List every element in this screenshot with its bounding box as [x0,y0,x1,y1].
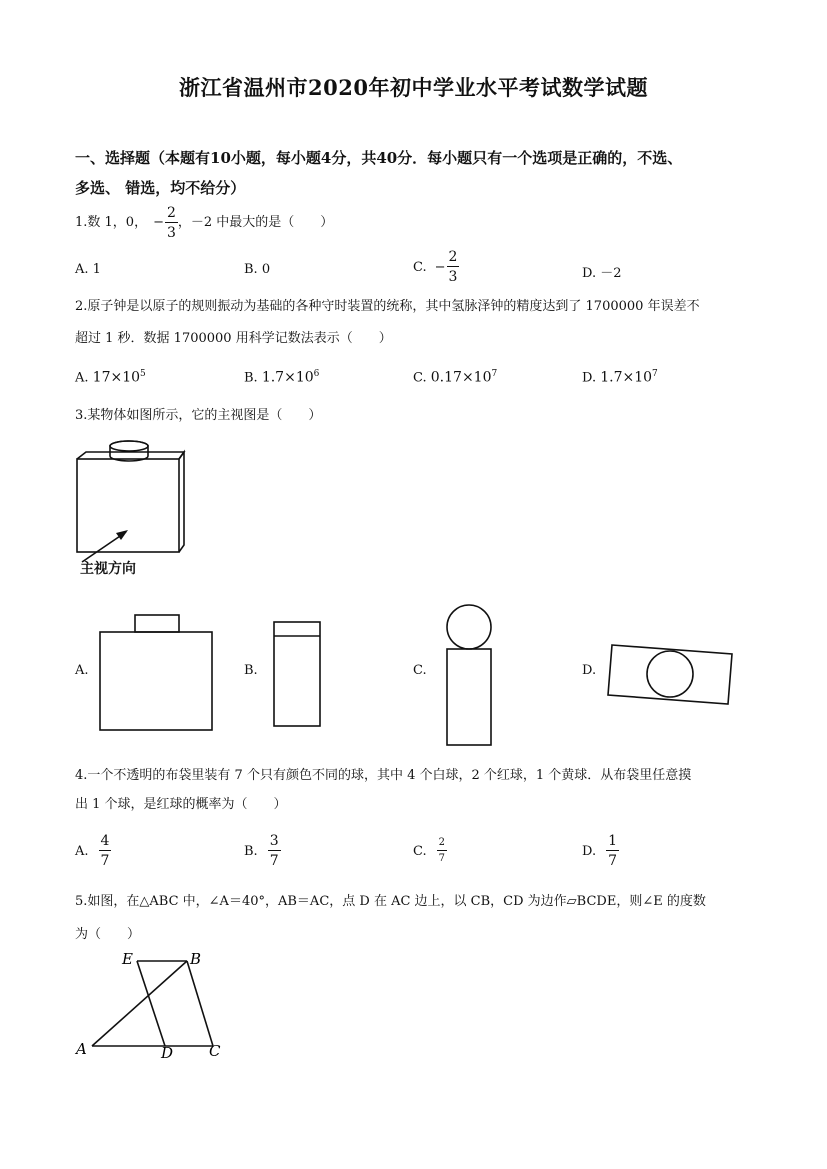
q3-option-d-label[interactable]: D. [582,663,597,678]
q4-option-c-num: 2 [437,838,447,851]
q1-option-a-value: 1 [92,262,101,277]
q1-option-c-label: C. [413,259,427,275]
q4-option-b[interactable] [244,834,281,868]
q2-option-a[interactable] [75,369,146,385]
q2-option-c-base: 0.17×10 [430,369,492,386]
q2-option-b-label: B. [244,370,258,386]
q5-label-a: A [76,1040,87,1058]
q4-option-c[interactable] [413,838,447,864]
q2-option-a-label: A. [75,370,89,386]
q5-label-c: C [209,1042,221,1060]
q1-option-b[interactable] [244,262,270,277]
q1-option-d-value: －2 [600,266,622,281]
q2-option-a-exp: 5 [140,369,146,379]
q2-option-b-base: 1.7×10 [261,369,314,386]
q2-option-c-exp: 7 [491,369,498,379]
q1-neg-sign: − [153,215,164,230]
q4-option-b-label: B. [244,843,258,859]
q1-option-c-num: 2 [448,249,458,265]
q3-option-d-figure[interactable] [604,640,740,710]
q2-option-b-exp: 6 [313,369,320,379]
q4-option-d[interactable] [582,834,619,868]
q1-frac-den: 3 [166,225,176,241]
q3-object-figure [70,438,200,578]
question-2-line2: 超过 1 秒．数据 1700000 用科学记数法表示（ ） [75,331,392,346]
question-3: 3.某物体如图所示，它的主视图是（ ） [75,408,322,423]
question-2-line1: 2.原子钟是以原子的规则振动为基础的各种守时装置的统称，其中氢脉泽钟的精度达到了 1700000 年误差不 [75,299,700,314]
q1-suffix: ，－2 中最大的是（ ） [177,215,334,230]
q3-option-c-label[interactable]: C. [413,663,427,678]
q4-option-c-fraction [437,838,447,864]
q1-option-c-neg: − [434,259,446,275]
q2-option-c-label: C. [413,370,427,386]
q1-option-b-value: 0 [261,262,271,277]
page-title: 浙江省温州市2020年初中学业水平考试数学试题 [179,75,648,100]
q4-option-a-label: A. [75,843,89,859]
q2-option-d[interactable] [582,369,658,385]
section-heading-line1: 一、选择题（本题有10小题，每小题4分，共40分．每小题只有一个选项是正确的，不选、 [75,149,683,167]
q4-option-d-den: 7 [608,853,618,869]
q3-option-a-figure[interactable] [95,612,220,734]
q4-option-d-label: D. [582,843,597,859]
question-1 [75,206,333,240]
q3-option-b-figure[interactable] [268,616,326,731]
q4-option-a-num: 4 [100,833,110,849]
q1-option-d-label: D. [582,266,597,281]
section-heading-line2: 多选、 错选，均不给分） [75,179,246,197]
q1-option-c[interactable] [413,250,459,284]
q4-option-b-fraction [268,834,281,868]
q4-option-c-den: 7 [438,853,445,864]
q3-option-b-label[interactable]: B. [244,663,258,678]
q1-option-c-fraction [447,250,460,284]
q3-figure-caption: 主视方向 [80,561,136,577]
q4-option-b-num: 3 [269,833,279,849]
question-4-line1: 4.一个不透明的布袋里装有 7 个只有颜色不同的球，其中 4 个白球，2 个红球，1 个黄球．从布袋里任意摸 [75,768,692,783]
q2-option-b[interactable] [244,369,319,385]
q1-option-c-den: 3 [448,269,458,285]
q4-option-a-fraction [99,834,112,868]
question-4-line2: 出 1 个球，是红球的概率为（ ） [75,797,287,812]
q5-label-d: D [161,1044,174,1062]
q1-fraction [165,206,178,240]
q1-option-a[interactable] [75,262,101,277]
q1-frac-num: 2 [166,205,176,221]
q2-option-d-base: 1.7×10 [600,369,653,386]
q4-option-c-label: C. [413,843,427,859]
q5-label-b: B [190,950,202,968]
q2-option-a-base: 17×10 [92,369,141,386]
q1-option-a-label: A. [75,262,89,277]
q4-option-d-fraction [606,834,619,868]
question-5-line1: 5.如图，在△ABC 中，∠A＝40°，AB＝AC，点 D 在 AC 边上，以 CB，CD 为边作▱BCDE，则∠E 的度数 [75,894,706,909]
question-5-line2: 为（ ） [75,927,141,942]
q4-option-a[interactable] [75,834,111,868]
q3-option-c-figure[interactable] [440,600,500,750]
q5-geometry-figure [70,948,230,1063]
q4-option-a-den: 7 [100,853,110,869]
q4-option-d-num: 1 [608,833,618,849]
q1-option-b-label: B. [244,262,258,277]
q5-label-e: E [122,950,133,968]
q2-option-d-label: D. [582,370,597,386]
q4-option-b-den: 7 [269,853,279,869]
q1-option-d[interactable] [582,262,622,281]
q1-prefix: 1.数 1，0， [75,215,148,230]
q2-option-c[interactable] [413,369,497,385]
q3-option-a-label[interactable]: A. [75,663,89,678]
q2-option-d-exp: 7 [652,369,658,379]
